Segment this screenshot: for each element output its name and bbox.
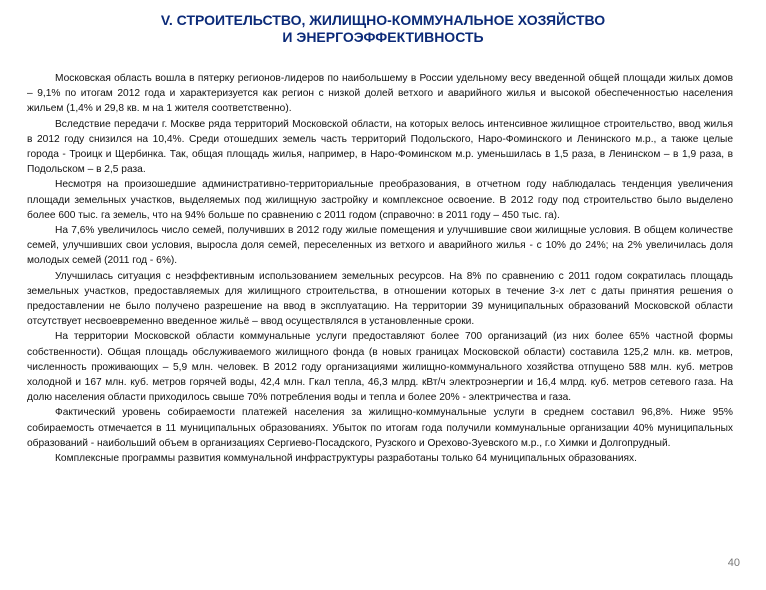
paragraph-land-usage: Улучшилась ситуация с неэффективным использованием земельных ресурсов. На 8% по сравнению с 2011 годом сократилась площадь земельных участков, предоставляемых для жилищного строительства, в отношении которых в течение 3-х лет с даты принятия решения о предоставлении не было получено разрешение на ввод в эксплуатацию. На территории 39 муниципальных образований Московской области отсутствует несвоевременно введенное жильё – ввод осуществлялся в установленные сроки. [27,270,733,328]
section-title [0,12,766,46]
paragraph-infrastructure-programs: Комплексные программы развития коммунальной инфраструктуры разработаны только 64 муниципальных образованиях. [55,453,637,465]
section-title-line-1: V. СТРОИТЕЛЬСТВО, ЖИЛИЩНО-КОММУНАЛЬНОЕ ХОЗЯЙСТВО [160,12,606,28]
paragraph-land-allocation: Несмотря на произошедшие административно-территориальные преобразования, в отчетном году наблюдалась тенденция увеличения площади земельных участков, выделяемых под жилищную застройку и комплексное освоение. В 2012 году под строительство было выделено более 600 тыс. га земель, что на 94% больше по сравнению с 2011 годом (справочно: в 2011 году – 450 тыс. га). [27,179,733,221]
paragraph-families-housing: На 7,6% увеличилось число семей, получивших в 2012 году жилые помещения и улучшившие свои жилищные условия. В общем количестве семей, улучшивших свои условия, выросла доля семей, переселенных из ветхого и аварийного жилья - с 10% до 24%; на 2% увеличилась доля молодых семей (2011 год - 6%). [27,225,733,267]
section-title-line-2: И ЭНЕРГОЭФФЕКТИВНОСТЬ [282,29,484,45]
paragraph-utility-services: На территории Московской области коммунальные услуги предоставляют более 700 организаций (из них более 65% частной формы собственности). Общая площадь обслуживаемого жилищного фонда (в новых границах Московской области) составила 125,2 млн. кв. метров, численность проживающих – 5,9 млн. человек. В 2012 году организациями жилищно-коммунального хозяйства отпущено 588 млн. куб. метров холодной и 167 млн. куб. метров горячей воды, 42,4 млн. Гкал тепла, 46,3 млрд. кВт/ч электроэнергии и 16,4 млрд. куб. метров сетевого газа. На долю населения области приходилось свыше 70% потребления воды и тепла и более 20% - электричества и газа. [27,331,733,404]
paragraph-housing-leaders: Московская область вошла в пятерку регионов-лидеров по наибольшему в России удельному весу введенной общей площади жилых домов – 9,1% по итогам 2012 года и характеризуется как регион с низкой долей ветхого и аварийного жилья и высокой обеспеченностью населения жильем (1,4% и 29,8 кв. м на 1 жителя соответственно). [27,73,733,115]
paragraph-territory-transfer: Вследствие передачи г. Москве ряда территорий Московской области, на которых велось интенсивное жилищное строительство, ввод жилья в 2012 году снизился на 10,4%. Среди отошедших земель часть территорий Подольского, Наро-Фоминского и Ленинского м.р., а также целые города - Троицк и Щербинка. Так, общая площадь жилья, например, в Наро-Фоминском м.р. уменьшилась в 1,5 раза, в Ленинском – в 1,9 раза, в Подольском – в 2,5 раза. [27,118,733,176]
paragraph-payment-collection: Фактический уровень собираемости платежей населения за жилищно-коммунальные услуги в среднем составил 96,8%. Ниже 95% собираемость отмечается в 11 муниципальных образованиях. Убыток по итогам года получили коммунальные организации 40% муниципальных образований - наибольший объем в организациях Сергиево-Посадского, Рузского и Орехово-Зуевского м.р., г.о Химки и Долгопрудный. [27,407,733,449]
body-text [27,71,733,466]
page-number: 40 [727,557,740,569]
